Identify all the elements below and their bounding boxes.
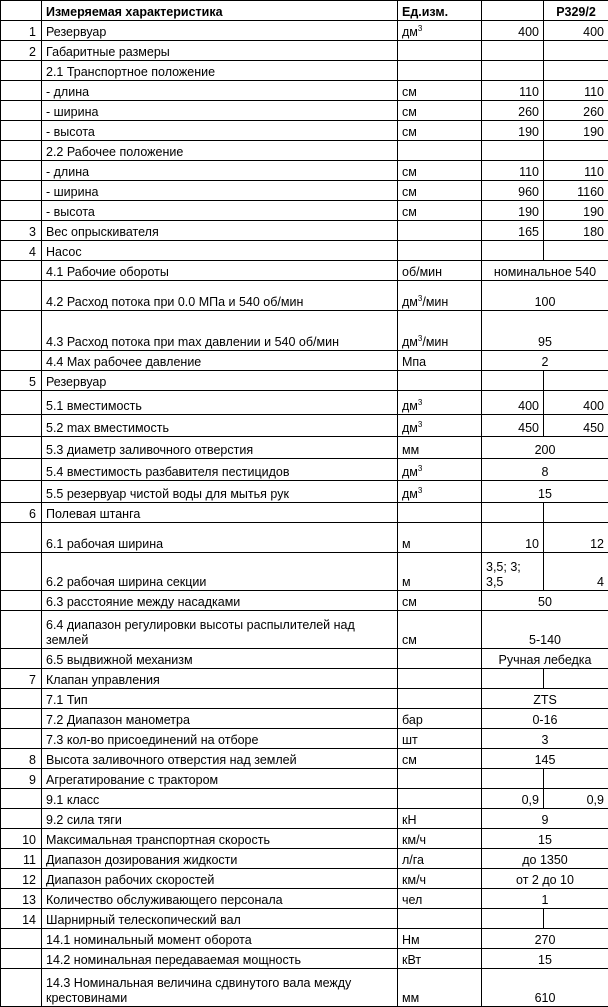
row-number xyxy=(1,161,42,181)
row-characteristic: Клапан управления xyxy=(42,669,398,689)
row-value-b: 180 xyxy=(544,221,608,241)
row-number xyxy=(1,61,42,81)
row-unit xyxy=(398,503,482,523)
row-characteristic: 6.5 выдвижной механизм xyxy=(42,649,398,669)
table-row xyxy=(1,481,608,503)
unit-text: дм xyxy=(402,465,418,479)
row-value-merged: 15 xyxy=(482,829,608,849)
header-col-b: Р329/2 xyxy=(544,1,608,21)
row-value-a xyxy=(482,141,544,161)
row-unit xyxy=(398,101,482,121)
table-row xyxy=(1,281,608,311)
row-unit xyxy=(398,591,482,611)
row-number: 3 xyxy=(1,221,42,241)
row-characteristic: 6.3 расстояние между насадками xyxy=(42,591,398,611)
header-col-a xyxy=(482,1,544,21)
row-unit xyxy=(398,789,482,809)
row-number xyxy=(1,201,42,221)
row-characteristic: Высота заливочного отверстия над землей xyxy=(42,749,398,769)
row-characteristic: Диапазон рабочих скоростей xyxy=(42,869,398,889)
row-unit xyxy=(398,669,482,689)
row-characteristic: 5.5 резервуар чистой воды для мытья рук xyxy=(42,481,398,503)
row-characteristic: Насос xyxy=(42,241,398,261)
row-number xyxy=(1,311,42,351)
unit-text: чел xyxy=(402,893,422,907)
table-row xyxy=(1,391,608,415)
row-unit xyxy=(398,311,482,351)
row-characteristic: Габаритные размеры xyxy=(42,41,398,61)
row-characteristic: 6.4 диапазон регулировки высоты распылителей над землей xyxy=(42,611,398,649)
table-row xyxy=(1,459,608,481)
row-number: 12 xyxy=(1,869,42,889)
table-row xyxy=(1,221,608,241)
row-value-a: 190 xyxy=(482,201,544,221)
row-value-merged: 1 xyxy=(482,889,608,909)
row-value-b: 110 xyxy=(544,81,608,101)
unit-text: см xyxy=(402,595,417,609)
table-row xyxy=(1,437,608,459)
unit-text: м xyxy=(402,537,411,551)
table-row xyxy=(1,789,608,809)
row-unit xyxy=(398,829,482,849)
row-value-a xyxy=(482,41,544,61)
table-row xyxy=(1,21,608,41)
table-row xyxy=(1,869,608,889)
row-unit xyxy=(398,161,482,181)
row-unit xyxy=(398,61,482,81)
unit-text: дм xyxy=(402,487,418,501)
row-value-b: 110 xyxy=(544,161,608,181)
row-characteristic: Резервуар xyxy=(42,21,398,41)
row-characteristic: - высота xyxy=(42,121,398,141)
row-number: 14 xyxy=(1,909,42,929)
row-number xyxy=(1,181,42,201)
row-unit xyxy=(398,889,482,909)
row-value-a: 110 xyxy=(482,161,544,181)
row-value-merged: 100 xyxy=(482,281,608,311)
row-characteristic: Диапазон дозирования жидкости xyxy=(42,849,398,869)
row-unit xyxy=(398,459,482,481)
table-row xyxy=(1,689,608,709)
row-unit xyxy=(398,371,482,391)
table-row xyxy=(1,351,608,371)
table-row xyxy=(1,669,608,689)
row-number xyxy=(1,729,42,749)
row-value-b: 0,9 xyxy=(544,789,608,809)
row-number xyxy=(1,949,42,969)
row-value-merged: 145 xyxy=(482,749,608,769)
row-value-a: 165 xyxy=(482,221,544,241)
row-number: 1 xyxy=(1,21,42,41)
row-value-a xyxy=(482,669,544,689)
row-unit xyxy=(398,909,482,929)
table-row xyxy=(1,241,608,261)
unit-text: бар xyxy=(402,713,423,727)
row-number xyxy=(1,459,42,481)
row-value-merged: 50 xyxy=(482,591,608,611)
row-value-merged: 0-16 xyxy=(482,709,608,729)
row-value-merged: 2 xyxy=(482,351,608,371)
row-number xyxy=(1,281,42,311)
table-row xyxy=(1,611,608,649)
row-number: 10 xyxy=(1,829,42,849)
row-value-a: 3,5; 3; 3,5 xyxy=(482,553,544,591)
row-value-merged: 3 xyxy=(482,729,608,749)
unit-text: дм xyxy=(402,421,418,435)
unit-superscript: 3 xyxy=(418,294,422,303)
row-unit xyxy=(398,869,482,889)
row-unit xyxy=(398,929,482,949)
unit-text: дм xyxy=(402,295,418,309)
row-unit xyxy=(398,201,482,221)
unit-text: кН xyxy=(402,813,417,827)
row-characteristic: 6.1 рабочая ширина xyxy=(42,523,398,553)
unit-text: км/ч xyxy=(402,873,426,887)
row-value-a xyxy=(482,503,544,523)
table-row xyxy=(1,261,608,281)
row-unit xyxy=(398,221,482,241)
row-characteristic: 7.3 кол-во присоединений на отборе xyxy=(42,729,398,749)
row-value-a xyxy=(482,909,544,929)
row-characteristic: - длина xyxy=(42,81,398,101)
unit-superscript: 3 xyxy=(418,464,422,473)
row-number: 8 xyxy=(1,749,42,769)
unit-text: об/мин xyxy=(402,265,442,279)
unit-text: шт xyxy=(402,733,418,747)
row-value-b: 450 xyxy=(544,415,608,437)
row-number xyxy=(1,351,42,371)
header-unit: Ед.изм. xyxy=(398,1,482,21)
row-number xyxy=(1,81,42,101)
row-number: 7 xyxy=(1,669,42,689)
row-value-merged: 15 xyxy=(482,481,608,503)
row-value-a xyxy=(482,241,544,261)
row-unit xyxy=(398,523,482,553)
table-row xyxy=(1,41,608,61)
row-value-a: 110 xyxy=(482,81,544,101)
row-unit xyxy=(398,281,482,311)
row-characteristic: Резервуар xyxy=(42,371,398,391)
row-value-a: 190 xyxy=(482,121,544,141)
unit-superscript: 3 xyxy=(418,334,422,343)
row-value-b: 12 xyxy=(544,523,608,553)
row-characteristic: 5.4 вместимость разбавителя пестицидов xyxy=(42,459,398,481)
row-unit xyxy=(398,729,482,749)
row-characteristic: 14.1 номинальный момент оборота xyxy=(42,929,398,949)
row-value-b xyxy=(544,241,608,261)
row-unit xyxy=(398,351,482,371)
row-characteristic: - ширина xyxy=(42,101,398,121)
row-value-merged: 9 xyxy=(482,809,608,829)
row-unit xyxy=(398,81,482,101)
table-row xyxy=(1,749,608,769)
row-value-a: 10 xyxy=(482,523,544,553)
unit-suffix: /мин xyxy=(422,295,448,309)
row-value-merged: 15 xyxy=(482,949,608,969)
unit-text: см xyxy=(402,185,417,199)
row-number xyxy=(1,929,42,949)
row-number xyxy=(1,391,42,415)
row-characteristic: 5.3 диаметр заливочного отверстия xyxy=(42,437,398,459)
unit-superscript: 3 xyxy=(418,486,422,495)
row-characteristic: 14.2 номинальная передаваемая мощность xyxy=(42,949,398,969)
row-value-a: 400 xyxy=(482,391,544,415)
row-number xyxy=(1,591,42,611)
row-characteristic: 14.3 Номинальная величина сдвинутого вала между крестовинами xyxy=(42,969,398,1007)
row-number: 6 xyxy=(1,503,42,523)
table-row xyxy=(1,769,608,789)
row-value-a: 260 xyxy=(482,101,544,121)
row-number: 5 xyxy=(1,371,42,391)
row-value-merged: 5-140 xyxy=(482,611,608,649)
row-value-b xyxy=(544,769,608,789)
unit-text: см xyxy=(402,633,417,647)
row-unit xyxy=(398,949,482,969)
table-row xyxy=(1,121,608,141)
row-number: 4 xyxy=(1,241,42,261)
row-characteristic: 5.2 max вместимость xyxy=(42,415,398,437)
row-unit xyxy=(398,611,482,649)
unit-text: дм xyxy=(402,25,418,39)
row-unit xyxy=(398,241,482,261)
row-unit xyxy=(398,709,482,729)
row-characteristic: 7.2 Диапазон манометра xyxy=(42,709,398,729)
row-characteristic: Полевая штанга xyxy=(42,503,398,523)
row-number xyxy=(1,689,42,709)
row-value-merged: от 2 до 10 xyxy=(482,869,608,889)
row-value-a: 0,9 xyxy=(482,789,544,809)
row-number xyxy=(1,809,42,829)
table-row xyxy=(1,553,608,591)
row-unit xyxy=(398,121,482,141)
unit-superscript: 3 xyxy=(418,24,422,33)
table-row xyxy=(1,61,608,81)
header-characteristic: Измеряемая характеристика xyxy=(42,1,398,21)
table-row xyxy=(1,201,608,221)
header-num xyxy=(1,1,42,21)
table-row xyxy=(1,829,608,849)
unit-superscript: 3 xyxy=(418,420,422,429)
row-value-merged: 8 xyxy=(482,459,608,481)
row-characteristic: 6.2 рабочая ширина секции xyxy=(42,553,398,591)
row-unit xyxy=(398,749,482,769)
row-value-merged: 610 xyxy=(482,969,608,1007)
table-row xyxy=(1,181,608,201)
row-unit xyxy=(398,809,482,829)
row-number: 11 xyxy=(1,849,42,869)
row-value-a: 450 xyxy=(482,415,544,437)
row-value-a: 400 xyxy=(482,21,544,41)
table-row xyxy=(1,949,608,969)
row-characteristic: 2.1 Транспортное положение xyxy=(42,61,398,81)
row-value-b xyxy=(544,909,608,929)
row-characteristic: 4.3 Расход потока при max давлении и 540 об/мин xyxy=(42,311,398,351)
table-row xyxy=(1,141,608,161)
row-characteristic: 4.2 Расход потока при 0.0 МПа и 540 об/мин xyxy=(42,281,398,311)
row-number xyxy=(1,649,42,669)
row-value-merged: ZTS xyxy=(482,689,608,709)
unit-text: см xyxy=(402,85,417,99)
row-number xyxy=(1,611,42,649)
row-value-b xyxy=(544,503,608,523)
row-unit xyxy=(398,769,482,789)
row-characteristic: 2.2 Рабочее положение xyxy=(42,141,398,161)
unit-text: см xyxy=(402,165,417,179)
row-characteristic: - высота xyxy=(42,201,398,221)
row-unit xyxy=(398,689,482,709)
row-value-b: 190 xyxy=(544,121,608,141)
table-row xyxy=(1,81,608,101)
row-value-b xyxy=(544,41,608,61)
row-characteristic: Вес опрыскивателя xyxy=(42,221,398,241)
row-value-a xyxy=(482,769,544,789)
row-value-a: 960 xyxy=(482,181,544,201)
row-number xyxy=(1,709,42,729)
row-characteristic: Шарнирный телескопический вал xyxy=(42,909,398,929)
unit-text: дм xyxy=(402,335,418,349)
row-number xyxy=(1,553,42,591)
row-value-merged: 200 xyxy=(482,437,608,459)
row-value-b xyxy=(544,371,608,391)
row-characteristic: 9.2 сила тяги xyxy=(42,809,398,829)
table-row xyxy=(1,729,608,749)
row-characteristic: 7.1 Тип xyxy=(42,689,398,709)
table-row xyxy=(1,523,608,553)
table-row xyxy=(1,649,608,669)
row-value-b xyxy=(544,61,608,81)
unit-superscript: 3 xyxy=(418,398,422,407)
table-row xyxy=(1,503,608,523)
row-characteristic: 4.4 Max рабочее давление xyxy=(42,351,398,371)
row-number xyxy=(1,121,42,141)
row-number xyxy=(1,101,42,121)
row-number xyxy=(1,437,42,459)
row-number xyxy=(1,481,42,503)
table-row xyxy=(1,849,608,869)
unit-text: м xyxy=(402,575,411,589)
table-row xyxy=(1,969,608,1007)
header-row xyxy=(1,1,608,21)
row-value-b: 400 xyxy=(544,391,608,415)
row-number xyxy=(1,523,42,553)
table-row xyxy=(1,415,608,437)
table-row xyxy=(1,889,608,909)
row-characteristic: Количество обслуживающего персонала xyxy=(42,889,398,909)
row-number xyxy=(1,141,42,161)
row-unit xyxy=(398,21,482,41)
row-number xyxy=(1,789,42,809)
row-value-merged: 95 xyxy=(482,311,608,351)
row-unit xyxy=(398,437,482,459)
row-value-b xyxy=(544,141,608,161)
unit-text: см xyxy=(402,125,417,139)
row-characteristic: Агрегатирование с трактором xyxy=(42,769,398,789)
unit-text: дм xyxy=(402,399,418,413)
unit-text: Нм xyxy=(402,933,420,947)
row-value-merged: Ручная лебедка xyxy=(482,649,608,669)
unit-suffix: /мин xyxy=(422,335,448,349)
unit-text: см xyxy=(402,105,417,119)
unit-text: л/га xyxy=(402,853,424,867)
row-number xyxy=(1,261,42,281)
row-characteristic: 9.1 класс xyxy=(42,789,398,809)
row-value-b: 190 xyxy=(544,201,608,221)
row-characteristic: 5.1 вместимость xyxy=(42,391,398,415)
row-unit xyxy=(398,481,482,503)
row-unit xyxy=(398,553,482,591)
row-unit xyxy=(398,41,482,61)
row-value-b xyxy=(544,669,608,689)
table-row xyxy=(1,161,608,181)
row-unit xyxy=(398,415,482,437)
unit-text: км/ч xyxy=(402,833,426,847)
row-value-b: 260 xyxy=(544,101,608,121)
unit-text: кВт xyxy=(402,953,421,967)
unit-text: мм xyxy=(402,991,419,1005)
row-unit xyxy=(398,141,482,161)
row-unit xyxy=(398,181,482,201)
unit-text: см xyxy=(402,753,417,767)
row-value-merged: до 1350 xyxy=(482,849,608,869)
row-number: 2 xyxy=(1,41,42,61)
row-characteristic: 4.1 Рабочие обороты xyxy=(42,261,398,281)
row-value-merged: номинальное 540 xyxy=(482,261,608,281)
row-number: 13 xyxy=(1,889,42,909)
row-unit xyxy=(398,391,482,415)
row-unit xyxy=(398,261,482,281)
row-characteristic: Максимальная транспортная скорость xyxy=(42,829,398,849)
row-unit xyxy=(398,649,482,669)
table-row xyxy=(1,591,608,611)
table-row xyxy=(1,929,608,949)
table-row xyxy=(1,311,608,351)
unit-text: мм xyxy=(402,443,419,457)
table-row xyxy=(1,909,608,929)
row-number: 9 xyxy=(1,769,42,789)
row-value-merged: 270 xyxy=(482,929,608,949)
row-value-b: 4 xyxy=(544,553,608,591)
row-characteristic: - ширина xyxy=(42,181,398,201)
table-row xyxy=(1,709,608,729)
unit-text: см xyxy=(402,205,417,219)
row-value-a xyxy=(482,371,544,391)
table-row xyxy=(1,371,608,391)
row-unit xyxy=(398,849,482,869)
row-value-b: 1160 xyxy=(544,181,608,201)
row-value-b: 400 xyxy=(544,21,608,41)
table-row xyxy=(1,809,608,829)
row-number xyxy=(1,969,42,1007)
unit-text: Мпа xyxy=(402,355,426,369)
row-characteristic: - длина xyxy=(42,161,398,181)
row-value-a xyxy=(482,61,544,81)
row-number xyxy=(1,415,42,437)
table-row xyxy=(1,101,608,121)
row-unit xyxy=(398,969,482,1007)
